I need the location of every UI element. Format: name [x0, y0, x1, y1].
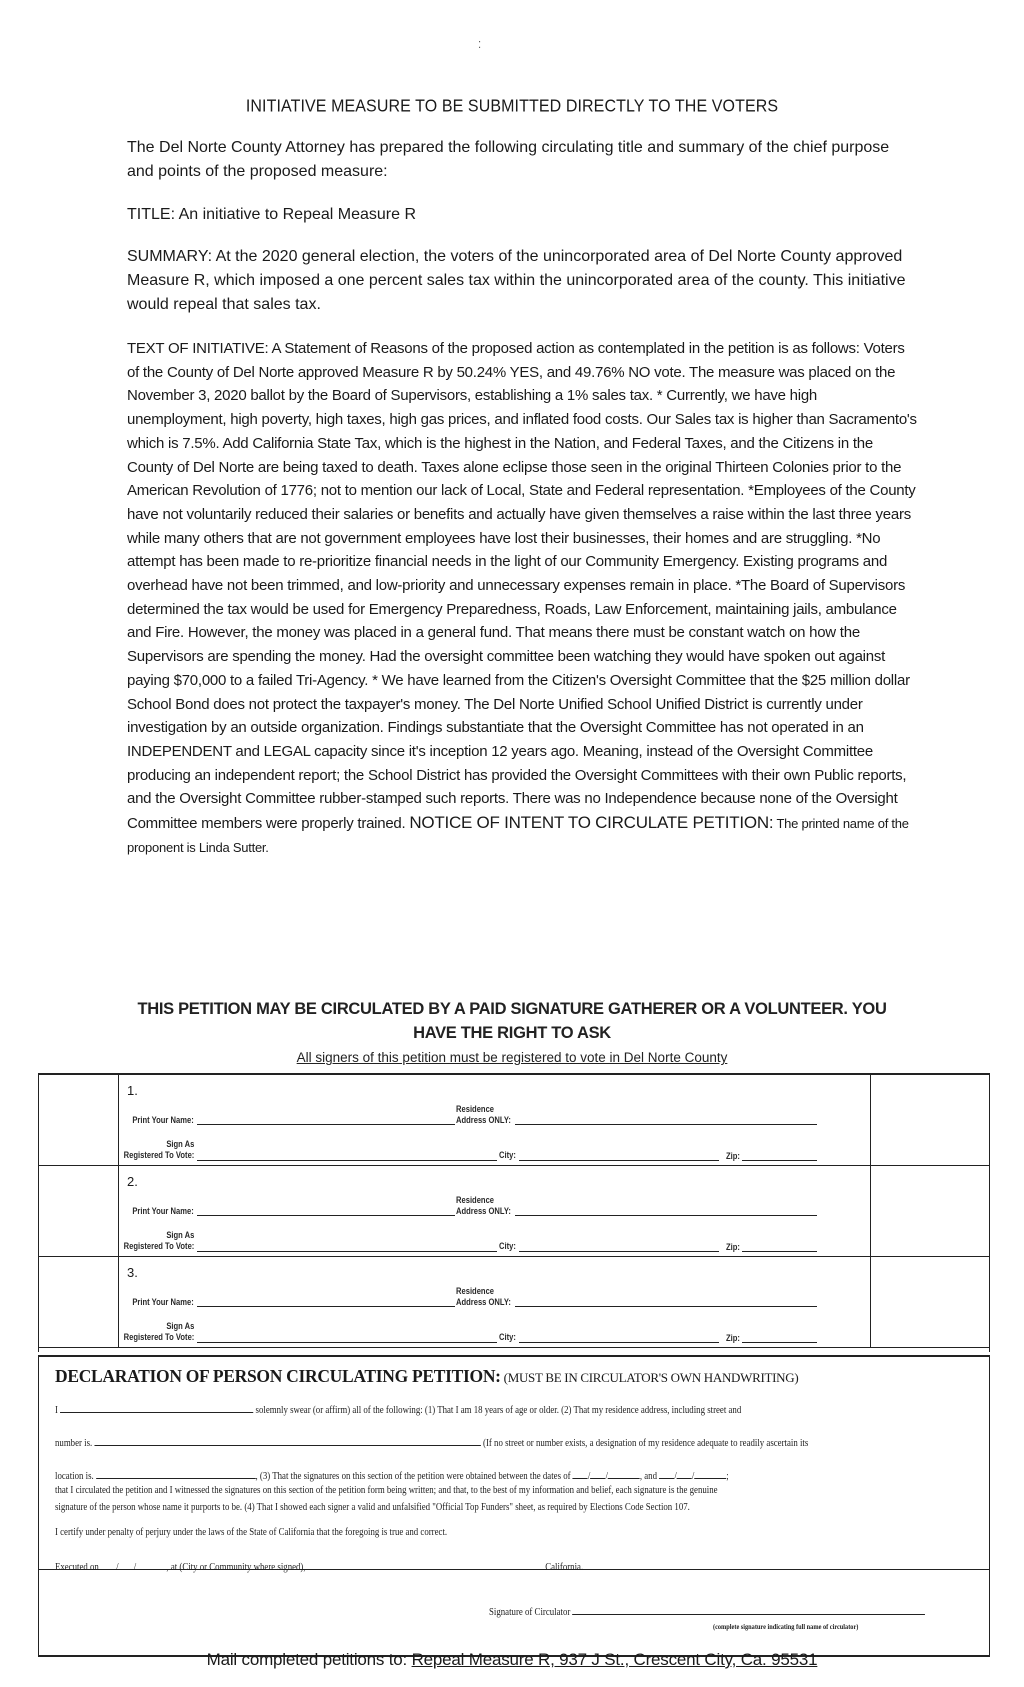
residence-label: Residence Address ONLY: [456, 1195, 511, 1217]
circulation-notice [0, 997, 1024, 1045]
signature-of-circulator-line: Signature of Circulator [489, 1604, 925, 1618]
residence-address-field[interactable] [515, 1124, 817, 1125]
signature-field[interactable] [197, 1160, 497, 1161]
signature-field[interactable] [197, 1342, 497, 1343]
signature-row [39, 1166, 989, 1257]
start-day-field[interactable] [590, 1468, 605, 1479]
executed-month-field[interactable] [101, 1559, 116, 1570]
row-right-cell [870, 1257, 989, 1347]
city-label: City: [499, 1241, 516, 1252]
row-left-cell [39, 1075, 119, 1165]
signature-note: (complete signature indicating full name of circulator) [713, 1622, 859, 1631]
declaration-line-2: number is. (If no street or number exists, a designation of my residence adequate to readily ascertain its [55, 1435, 808, 1449]
city-label: City: [499, 1332, 516, 1343]
zip-field[interactable] [742, 1251, 817, 1252]
signers-requirement-note: All signers of this petition must be registered to vote in Del Norte County [296, 1050, 728, 1065]
city-label: City: [499, 1150, 516, 1161]
circulator-name-field[interactable] [60, 1402, 253, 1413]
initiative-text [127, 337, 917, 859]
zip-label: Zip: [726, 1242, 740, 1253]
row-number: 3. [127, 1265, 138, 1280]
scan-speck: ⁚ [478, 40, 482, 51]
initiative-text-body: A Statement of Reasons of the proposed action as contemplated in the petition is as follows: Voters of the County of Del Norte approved Measure R by 50.24% YES, and 49.76% NO vote. The measure was placed on the November 3, 2020 ballot by the Board of Supervisors, establishing a 1% sales tax. * Currently, we have high unemployment, high poverty, high taxes, high gas prices, and inflated food costs. Our Sales tax is higher than Sacramento's which is 7.5%. Add California State Tax, which is the highest in the Nation, and Federal Taxes, and the Citizens in the County of Del Norte are being taxed to death. Taxes alone eclipse those seen in the original Thirteen Colonies prior to the American Revolution of 1776; not to mention our lack of Local, State and Federal representation. *Employees of the County have not voluntarily reduced their salaries or benefits and actually have given themselves a raise within the last three years while many others that are not government employees have lost their businesses, their homes and are struggling. *No attempt has been made to re-prioritize financial needs in the light of our Community Emergency. Existing programs and overhead have not been trimmed, and low-priority and unnecessary expenses remain in place. *The Board of Supervisors determined the tax would be used for Emergency Preparedness, Roads, Law Enforcement, maintaining jails, ambulance and Fire. However, the money was placed in a general fund. That means there must be constant watch on how the Supervisors are spending the money. Had the oversight committee been watching they would have spoken out against paying $70,000 to a failed Tri-Agency. * We have learned from the Citizen's Oversight Committee that the $25 million dollar School Bond does not protect the taxpayer's money. The Del Norte Unified School Unified District is currently under investigation by an outside organization. Findings substantiate that the Oversight Committee has not operated in an INDEPENDENT and LEGAL capacity since it's inception 12 years ago. Meaning, instead of the Oversight Committee producing an independent report; the School District has provided the Oversight Committees with their own Public reports, and the Oversight Committee rubber-stamped such reports. There was no Independence because none of the Oversight Committee members were properly trained. [127, 340, 917, 833]
start-month-field[interactable] [573, 1468, 588, 1479]
sign-as-label: Sign As Registered To Vote: [123, 1139, 194, 1161]
residence-label: Residence Address ONLY: [456, 1286, 511, 1308]
sign-as-label: Sign As Registered To Vote: [123, 1321, 194, 1343]
city-field[interactable] [519, 1342, 719, 1343]
declaration-title: DECLARATION OF PERSON CIRCULATING PETITION: (MUST BE IN CIRCULATOR'S OWN HANDWRITING) [55, 1366, 799, 1386]
executed-year-field[interactable] [136, 1559, 166, 1570]
print-name-field[interactable] [197, 1124, 455, 1125]
mailing-instructions [0, 1650, 1024, 1670]
circulator-declaration [38, 1355, 990, 1570]
row-left-cell [39, 1257, 119, 1347]
zip-field[interactable] [742, 1160, 817, 1161]
print-name-field[interactable] [197, 1215, 455, 1216]
city-field[interactable] [519, 1160, 719, 1161]
signature-table [38, 1073, 990, 1352]
city-field[interactable] [519, 1251, 719, 1252]
declaration-line-3: location is. , (3) That the signatures on this section of the petition were obtained between the dates of / / , and / / ; [55, 1468, 729, 1482]
print-name-label: Print Your Name: [132, 1206, 194, 1217]
residence-label: Residence Address ONLY: [456, 1104, 511, 1126]
circulator-address-field[interactable] [94, 1435, 480, 1446]
declaration-signature-block [38, 1562, 990, 1657]
end-year-field[interactable] [694, 1468, 726, 1479]
sign-as-label: Sign As Registered To Vote: [123, 1230, 194, 1252]
row-number: 2. [127, 1174, 138, 1189]
start-year-field[interactable] [608, 1468, 640, 1479]
declaration-line-4: that I circulated the petition and I witnessed the signatures on this section of the petition form being written; and that, to the best of my information and belief, each signature is the genuine [55, 1485, 718, 1496]
mail-prefix: Mail completed petitions to: [206, 1650, 412, 1669]
zip-label: Zip: [726, 1333, 740, 1344]
circulator-location-field[interactable] [96, 1468, 256, 1479]
circulation-notice-line-1: THIS PETITION MAY BE CIRCULATED BY A PAID SIGNATURE GATHERER OR A VOLUNTEER. YOU [137, 1000, 887, 1018]
print-name-label: Print Your Name: [132, 1297, 194, 1308]
page-heading: INITIATIVE MEASURE TO BE SUBMITTED DIRECTLY TO THE VOTERS [245, 97, 779, 116]
zip-field[interactable] [742, 1342, 817, 1343]
row-right-cell [870, 1166, 989, 1256]
intro-paragraph: The Del Norte County Attorney has prepared the following circulating title and summary of the chief purpose and points of the proposed measure: [127, 139, 890, 180]
residence-address-field[interactable] [515, 1215, 817, 1216]
row-right-cell [870, 1075, 989, 1165]
executed-city-field[interactable] [308, 1559, 543, 1570]
proponent-statement: The printed name of the proponent is Linda Sutter. [127, 816, 909, 855]
circulation-notice-line-2: HAVE THE RIGHT TO ASK [413, 1024, 611, 1042]
certify-statement: I certify under penalty of perjury under the laws of the State of California that the foregoing is true and correct. [55, 1527, 448, 1538]
signature-row [39, 1075, 989, 1166]
initiative-text-label: TEXT OF INITIATIVE: [127, 340, 269, 357]
end-day-field[interactable] [677, 1468, 692, 1479]
executed-line: Executed on / / , at (City or Community where signed), California. [55, 1559, 583, 1573]
print-name-label: Print Your Name: [132, 1115, 194, 1126]
measure-title: TITLE: An initiative to Repeal Measure R [127, 206, 417, 223]
residence-address-field[interactable] [515, 1306, 817, 1307]
zip-label: Zip: [726, 1151, 740, 1162]
declaration-line-1: I solemnly swear (or affirm) all of the following: (1) That I am 18 years of age or older. (2) That my residence address, including street and [55, 1402, 741, 1416]
declaration-line-5: signature of the person whose name it purports to be. (4) That I showed each signer a valid and unfalsified "Official Top Funders" sheet, as required by Elections Code Section 107. [55, 1502, 690, 1513]
signature-row [39, 1257, 989, 1348]
print-name-field[interactable] [197, 1306, 455, 1307]
circulator-signature-field[interactable] [573, 1604, 926, 1615]
row-left-cell [39, 1166, 119, 1256]
end-month-field[interactable] [659, 1468, 674, 1479]
executed-day-field[interactable] [119, 1559, 134, 1570]
row-number: 1. [127, 1083, 138, 1098]
notice-of-intent-label: NOTICE OF INTENT TO CIRCULATE PETITION: [409, 813, 774, 833]
mail-address: Repeal Measure R, 937 J St., Crescent City, Ca. 95531 [411, 1650, 818, 1669]
summary-paragraph: SUMMARY: At the 2020 general election, the voters of the unincorporated area of Del Norte County approved Measure R, which imposed a one percent sales tax within the unincorporated area of the county. This initiative would repeal that sales tax. [127, 248, 906, 313]
signature-field[interactable] [197, 1251, 497, 1252]
